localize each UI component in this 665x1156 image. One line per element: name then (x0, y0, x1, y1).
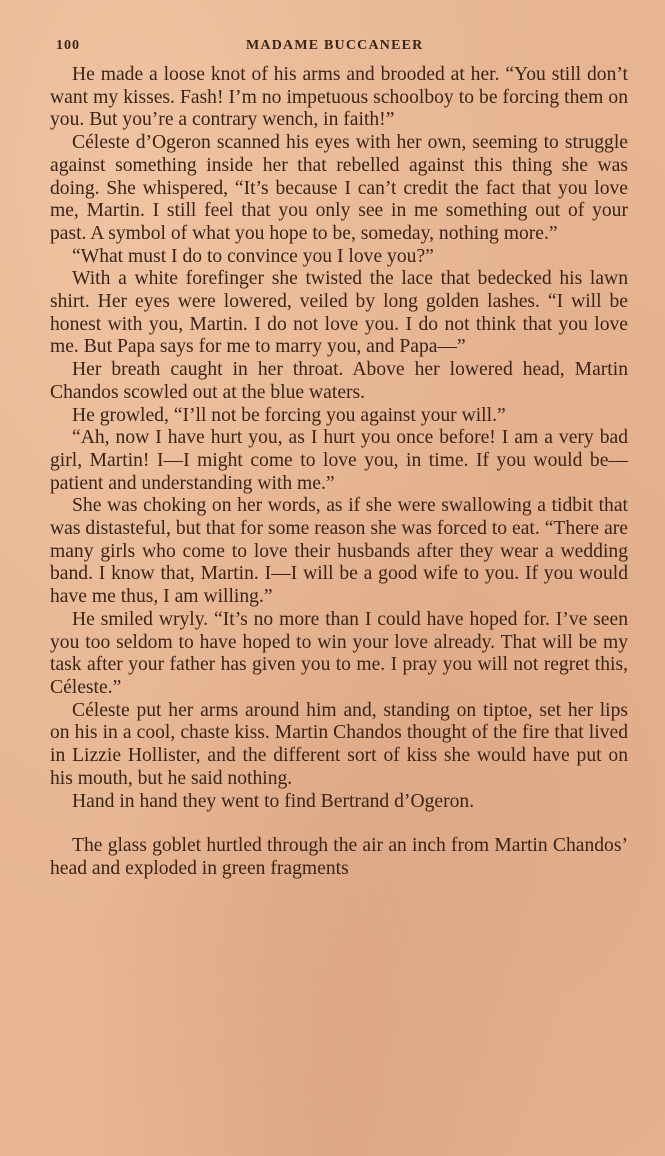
paragraph: He made a loose knot of his arms and brooded at her. “You still don’t want my kisses. Fash! I’m no impetuous schoolboy to be forcing them on you. But you’re a contrary wench, in faith!” (50, 64, 628, 131)
paragraph: “Ah, now I have hurt you, as I hurt you once before! I am a very bad girl, Martin! I—I might come to love you, in time. If you would be—patient and understanding with me.” (50, 427, 628, 494)
page-header (56, 38, 628, 60)
page-number: 100 (56, 38, 80, 53)
paragraph: Céleste d’Ogeron scanned his eyes with her own, seeming to struggle against something inside her that rebelled against this thing she was doing. She whispered, “It’s because I can’t credit the fact that you love me, Martin. I still feel that you only see in me something out of your past. A symbol of what you hope to be, someday, nothing more.” (50, 132, 628, 244)
paragraph: Céleste put her arms around him and, standing on tiptoe, set her lips on his in a cool, chaste kiss. Martin Chandos thought of the fire that lived in Lizzie Hollister, and the different sort of kiss she would have put on his mouth, but he said nothing. (50, 699, 628, 789)
paragraph-after-section-break: The glass goblet hurtled through the air an inch from Martin Chandos’ head and exploded in green fragments (50, 835, 628, 879)
paragraph: “What must I do to convince you I love you?” (72, 245, 434, 267)
paragraph: With a white forefinger she twisted the lace that bedecked his lawn shirt. Her eyes were lowered, veiled by long golden lashes. “I will be honest with you, Martin. I do not love you. I do not think that you love me. But Papa says for me to marry you, and Papa—” (50, 268, 628, 358)
paragraph: He growled, “I’ll not be forcing you against your will.” (72, 404, 506, 426)
body-text (50, 64, 628, 881)
running-title: MADAME BUCCANEER (246, 38, 424, 53)
paragraph: Hand in hand they went to find Bertrand d’Ogeron. (72, 790, 475, 812)
paragraph: He smiled wryly. “It’s no more than I could have hoped for. I’ve seen you too seldom to have hoped to win your love already. That will be my task after your father has given you to me. I pray you will not regret this, Céleste.” (50, 608, 628, 698)
paragraph: Her breath caught in her throat. Above her lowered head, Martin Chandos scowled out at the blue waters. (50, 359, 628, 403)
book-page (50, 0, 628, 1156)
paragraph: She was choking on her words, as if she were swallowing a tidbit that was distasteful, but that for some reason she was forced to eat. “There are many girls who come to love their husbands after they wear a wedding band. I know that, Martin. I—I will be a good wife to you. If you would have me thus, I am willing.” (50, 495, 628, 608)
